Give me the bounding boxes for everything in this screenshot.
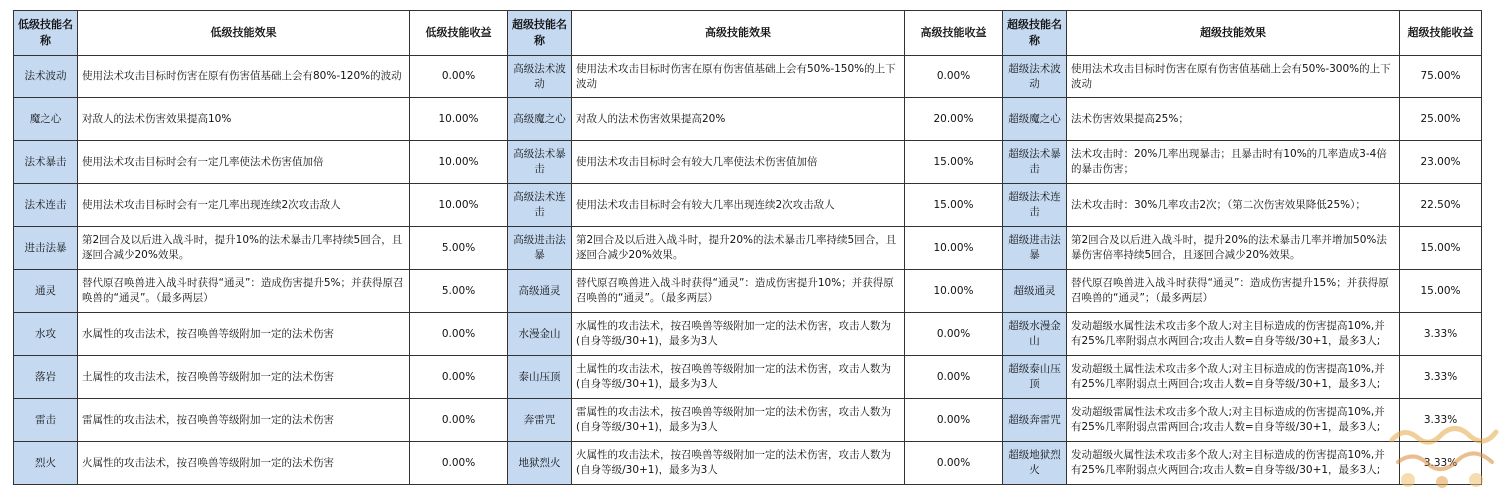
table-row [14, 184, 1482, 227]
low-skill-yield: 10.00% [410, 141, 508, 184]
skill-comparison-table [13, 10, 1482, 485]
table-row [14, 98, 1482, 141]
high-skill-yield: 10.00% [905, 270, 1003, 313]
high-skill-effect: 使用法术攻击目标时会有较大几率使法术伤害值加倍 [572, 141, 905, 184]
low-skill-yield: 0.00% [410, 399, 508, 442]
low-skill-effect: 使用法术攻击目标时会有一定几率使法术伤害值加倍 [78, 141, 410, 184]
header-low-yield: 低级技能收益 [410, 11, 508, 56]
super-skill-effect: 发动超级火属性法术攻击多个敌人;对主目标造成的伤害提高10%,并有25%几率附弱点火两回合;攻击人数=自身等级/30+1，最多3人; [1067, 442, 1400, 485]
super-skill-name: 超级通灵 [1003, 270, 1067, 313]
low-skill-effect: 替代原召唤兽进入战斗时获得“通灵”：造成伤害提升5%；并获得原召唤兽的“通灵”。（最多两层） [78, 270, 410, 313]
super-skill-name: 超级法术暴击 [1003, 141, 1067, 184]
high-skill-yield: 0.00% [905, 356, 1003, 399]
high-skill-name: 泰山压顶 [508, 356, 572, 399]
low-skill-name: 法术连击 [14, 184, 78, 227]
high-skill-effect: 对敌人的法术伤害效果提高20% [572, 98, 905, 141]
high-skill-name: 高级进击法暴 [508, 227, 572, 270]
header-high-yield: 高级技能收益 [905, 11, 1003, 56]
low-skill-name: 通灵 [14, 270, 78, 313]
high-skill-yield: 15.00% [905, 184, 1003, 227]
super-skill-name: 超级法术连击 [1003, 184, 1067, 227]
low-skill-yield: 0.00% [410, 313, 508, 356]
high-skill-effect: 水属性的攻击法术，按召唤兽等级附加一定的法术伤害，攻击人数为(自身等级/30+1)，最多为3人 [572, 313, 905, 356]
super-skill-name: 超级泰山压顶 [1003, 356, 1067, 399]
super-skill-yield: 3.33% [1400, 356, 1482, 399]
high-skill-effect: 火属性的攻击法术，按召唤兽等级附加一定的法术伤害，攻击人数为(自身等级/30+1)，最多为3人 [572, 442, 905, 485]
super-skill-name: 超级进击法暴 [1003, 227, 1067, 270]
low-skill-effect: 雷属性的攻击法术，按召唤兽等级附加一定的法术伤害 [78, 399, 410, 442]
high-skill-name: 高级法术连击 [508, 184, 572, 227]
header-super-effect: 超级技能效果 [1067, 11, 1400, 56]
high-skill-effect: 土属性的攻击法术，按召唤兽等级附加一定的法术伤害，攻击人数为(自身等级/30+1)，最多为3人 [572, 356, 905, 399]
high-skill-effect: 雷属性的攻击法术，按召唤兽等级附加一定的法术伤害，攻击人数为(自身等级/30+1)，最多为3人 [572, 399, 905, 442]
table-row [14, 313, 1482, 356]
super-skill-effect: 法术攻击时：20%几率出现暴击；且暴击时有10%的几率造成3-4倍的暴击伤害； [1067, 141, 1400, 184]
low-skill-yield: 0.00% [410, 56, 508, 98]
high-skill-yield: 0.00% [905, 442, 1003, 485]
high-skill-name: 奔雷咒 [508, 399, 572, 442]
super-skill-yield: 75.00% [1400, 56, 1482, 98]
super-skill-name: 超级魔之心 [1003, 98, 1067, 141]
header-super-yield: 超级技能收益 [1400, 11, 1482, 56]
low-skill-name: 水攻 [14, 313, 78, 356]
header-high-name: 超级技能名称 [508, 11, 572, 56]
high-skill-effect: 替代原召唤兽进入战斗时获得“通灵”：造成伤害提升10%；并获得原召唤兽的“通灵”。（最多两层） [572, 270, 905, 313]
low-skill-effect: 对敌人的法术伤害效果提高10% [78, 98, 410, 141]
super-skill-effect: 发动超级土属性法术攻击多个敌人;对主目标造成的伤害提高10%,并有25%几率附弱点土两回合;攻击人数=自身等级/30+1，最多3人; [1067, 356, 1400, 399]
table-row [14, 227, 1482, 270]
super-skill-effect: 法术伤害效果提高25%； [1067, 98, 1400, 141]
table-row [14, 141, 1482, 184]
high-skill-yield: 0.00% [905, 313, 1003, 356]
super-skill-name: 超级法术波动 [1003, 56, 1067, 98]
low-skill-effect: 使用法术攻击目标时伤害在原有伤害值基础上会有80%-120%的波动 [78, 56, 410, 98]
header-row [14, 11, 1482, 56]
high-skill-effect: 第2回合及以后进入战斗时，提升20%的法术暴击几率持续5回合，且逐回合减少20%效果。 [572, 227, 905, 270]
low-skill-name: 烈火 [14, 442, 78, 485]
super-skill-effect: 发动超级雷属性法术攻击多个敌人;对主目标造成的伤害提高10%,并有25%几率附弱点雷两回合;攻击人数=自身等级/30+1，最多3人; [1067, 399, 1400, 442]
low-skill-name: 雷击 [14, 399, 78, 442]
super-skill-yield: 15.00% [1400, 270, 1482, 313]
header-low-name: 低级技能名称 [14, 11, 78, 56]
low-skill-yield: 0.00% [410, 442, 508, 485]
super-skill-yield: 25.00% [1400, 98, 1482, 141]
super-skill-yield: 22.50% [1400, 184, 1482, 227]
low-skill-effect: 火属性的攻击法术，按召唤兽等级附加一定的法术伤害 [78, 442, 410, 485]
low-skill-effect: 第2回合及以后进入战斗时，提升10%的法术暴击几率持续5回合，且逐回合减少20%效果。 [78, 227, 410, 270]
super-skill-name: 超级水漫金山 [1003, 313, 1067, 356]
super-skill-yield: 3.33% [1400, 313, 1482, 356]
table-row [14, 270, 1482, 313]
header-super-name: 超级技能名称 [1003, 11, 1067, 56]
low-skill-name: 法术波动 [14, 56, 78, 98]
super-skill-effect: 法术攻击时：30%几率攻击2次；（第二次伤害效果降低25%）； [1067, 184, 1400, 227]
low-skill-name: 魔之心 [14, 98, 78, 141]
super-skill-yield: 23.00% [1400, 141, 1482, 184]
table-row [14, 399, 1482, 442]
low-skill-yield: 10.00% [410, 184, 508, 227]
header-high-effect: 高级技能效果 [572, 11, 905, 56]
low-skill-effect: 水属性的攻击法术，按召唤兽等级附加一定的法术伤害 [78, 313, 410, 356]
low-skill-effect: 使用法术攻击目标时会有一定几率出现连续2次攻击敌人 [78, 184, 410, 227]
super-skill-effect: 第2回合及以后进入战斗时，提升20%的法术暴击几率并增加50%法暴伤害倍率持续5回合，且逐回合减少20%效果。 [1067, 227, 1400, 270]
high-skill-name: 高级通灵 [508, 270, 572, 313]
low-skill-name: 进击法暴 [14, 227, 78, 270]
table-row [14, 442, 1482, 485]
low-skill-name: 法术暴击 [14, 141, 78, 184]
high-skill-yield: 10.00% [905, 227, 1003, 270]
high-skill-effect: 使用法术攻击目标时会有较大几率出现连续2次攻击敌人 [572, 184, 905, 227]
super-skill-yield: 3.33% [1400, 442, 1482, 485]
low-skill-yield: 10.00% [410, 98, 508, 141]
low-skill-yield: 5.00% [410, 227, 508, 270]
super-skill-yield: 3.33% [1400, 399, 1482, 442]
super-skill-name: 超级奔雷咒 [1003, 399, 1067, 442]
low-skill-name: 落岩 [14, 356, 78, 399]
high-skill-yield: 20.00% [905, 98, 1003, 141]
super-skill-effect: 使用法术攻击目标时伤害在原有伤害值基础上会有50%-300%的上下波动 [1067, 56, 1400, 98]
super-skill-yield: 15.00% [1400, 227, 1482, 270]
high-skill-name: 高级魔之心 [508, 98, 572, 141]
high-skill-name: 高级法术波动 [508, 56, 572, 98]
high-skill-effect: 使用法术攻击目标时伤害在原有伤害值基础上会有50%-150%的上下波动 [572, 56, 905, 98]
high-skill-yield: 0.00% [905, 399, 1003, 442]
high-skill-yield: 15.00% [905, 141, 1003, 184]
super-skill-effect: 替代原召唤兽进入战斗时获得“通灵”：造成伤害提升15%；并获得原召唤兽的“通灵”；（最多两层） [1067, 270, 1400, 313]
high-skill-yield: 0.00% [905, 56, 1003, 98]
super-skill-name: 超级地狱烈火 [1003, 442, 1067, 485]
super-skill-effect: 发动超级水属性法术攻击多个敌人;对主目标造成的伤害提高10%,并有25%几率附弱点水两回合;攻击人数=自身等级/30+1，最多3人; [1067, 313, 1400, 356]
high-skill-name: 地狱烈火 [508, 442, 572, 485]
high-skill-name: 高级法术暴击 [508, 141, 572, 184]
table-row [14, 56, 1482, 98]
low-skill-effect: 土属性的攻击法术，按召唤兽等级附加一定的法术伤害 [78, 356, 410, 399]
table-row [14, 356, 1482, 399]
header-low-effect: 低级技能效果 [78, 11, 410, 56]
low-skill-yield: 0.00% [410, 356, 508, 399]
high-skill-name: 水漫金山 [508, 313, 572, 356]
low-skill-yield: 5.00% [410, 270, 508, 313]
